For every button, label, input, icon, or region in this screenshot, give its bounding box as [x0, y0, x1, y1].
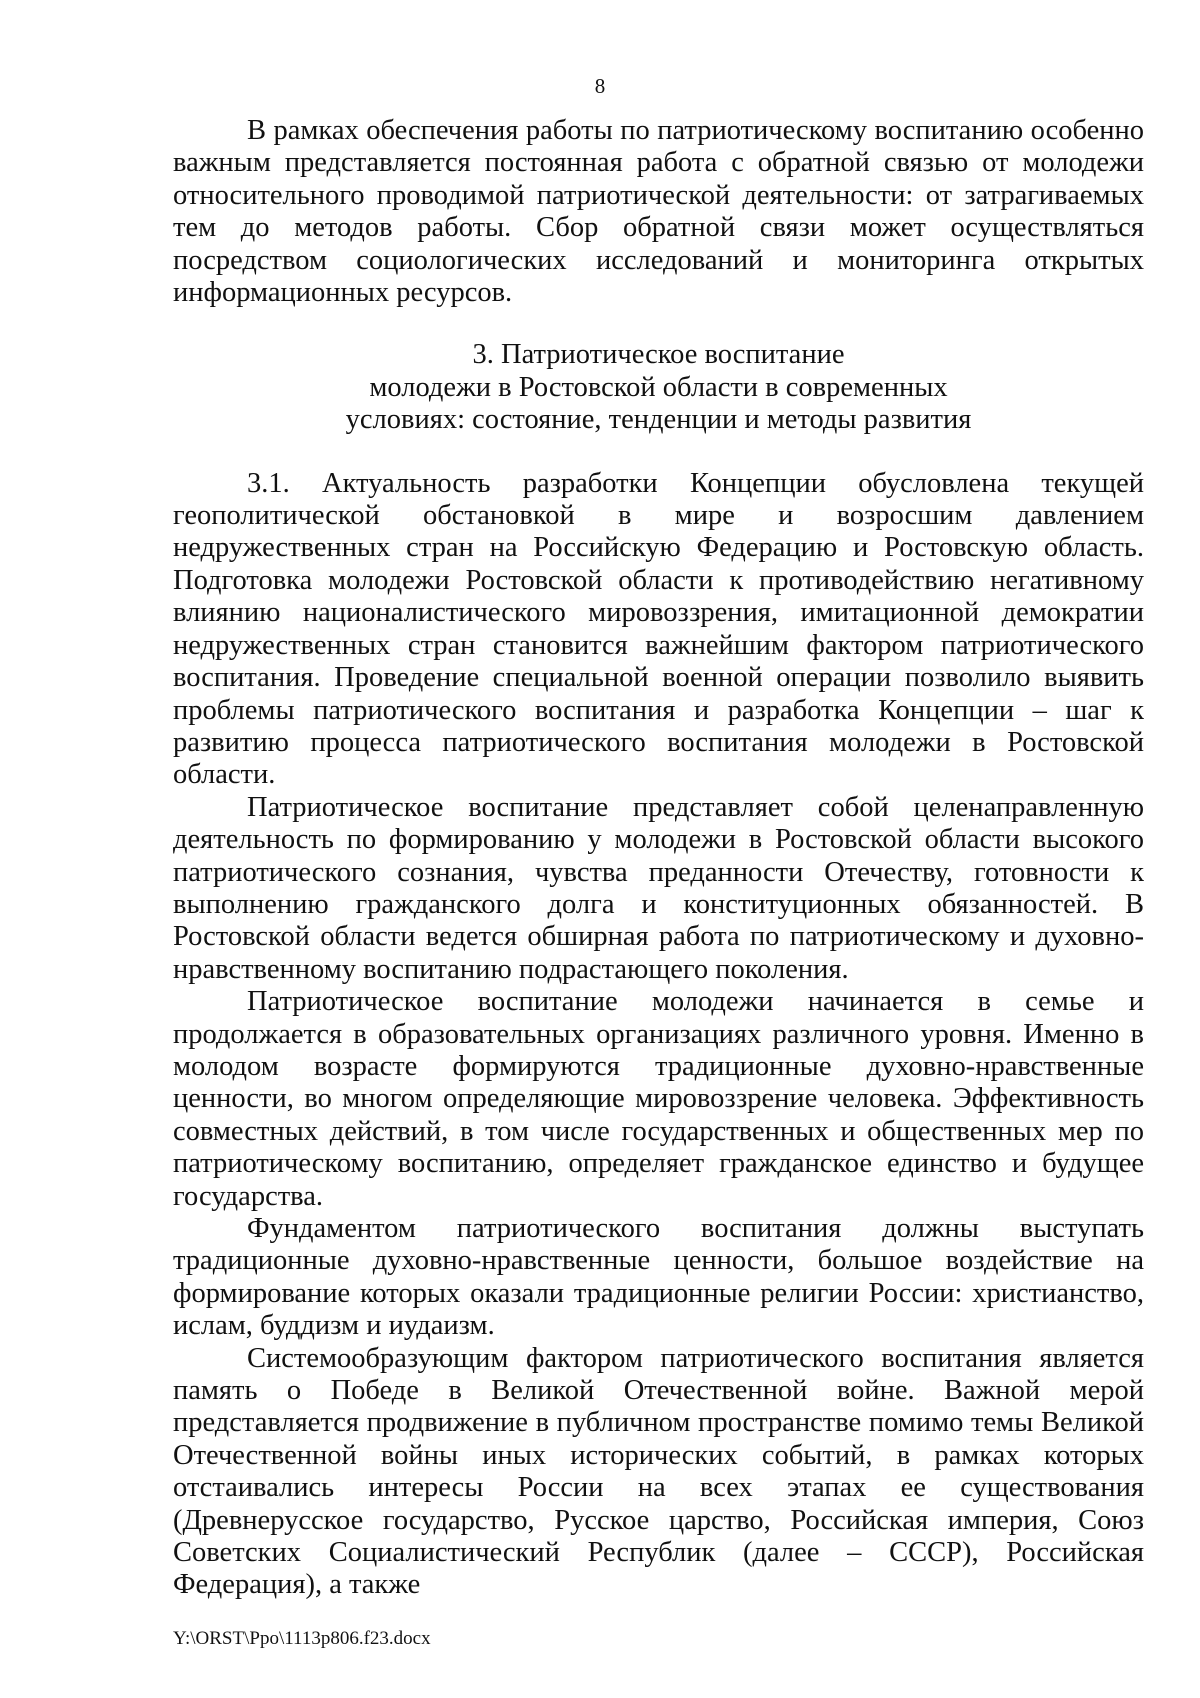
- document-body: [173, 115, 1144, 1602]
- section-heading-line-2: молодежи в Ростовской области в современных: [369, 371, 948, 403]
- section-heading: [173, 339, 1144, 436]
- file-path-footer: Y:\ORST\Ppo\1113p806.f23.docx: [173, 1628, 431, 1649]
- page-number: 8: [594, 74, 606, 98]
- paragraph-feedback: В рамках обеспечения работы по патриотическому воспитанию особенно важным представляется постоянная работа с обратной связью от молодежи относительного проводимой патриотической деятельности: от затрагиваемых тем до методов работы. Сбор обратной связи может осуществляться посредством социологических исследований и мониторинга открытых информационных ресурсов.: [173, 115, 1144, 309]
- section-heading-line-3: условиях: состояние, тенденции и методы развития: [345, 404, 972, 436]
- paragraph-traditional-values: Фундаментом патриотического воспитания должны выступать традиционные духовно-нравственные ценности, большое воздействие на формирование которых оказали традиционные религии России: христианство, ислам, буддизм и иудаизм.: [173, 1213, 1144, 1342]
- section-heading-line-1: 3. Патриотическое воспитание: [472, 339, 845, 371]
- paragraph-family-and-education: Патриотическое воспитание молодежи начинается в семье и продолжается в образовательных организациях различного уровня. Именно в молодом возрасте формируются традиционные духовно-нравственные ценности, во многом определяющие мировоззрение человека. Эффективность совместных действий, в том числе государственных и общественных мер по патриотическому воспитанию, определяет гражданское единство и будущее государства.: [173, 986, 1144, 1212]
- paragraph-patriotic-education-definition: Патриотическое воспитание представляет собой целенаправленную деятельность по формированию у молодежи в Ростовской области высокого патриотического сознания, чувства преданности Отечеству, готовности к выполнению гражданского долга и конституционных обязанностей. В Ростовской области ведется обширная работа по патриотическому и духовно-нравственному воспитанию подрастающего поколения.: [173, 791, 1144, 985]
- paragraph-victory-memory: Системообразующим фактором патриотического воспитания является память о Победе в Великой Отечественной войне. Важной мерой представляется продвижение в публичном пространстве помимо темы Великой Отечественной войны иных исторических событий, в рамках которых отстаивались интересы России на всех этапах ее существования (Древнерусское государство, Русское царство, Российская империя, Союз Советских Социалистический Республик (далее – СССР), Российская Федерация), а также: [173, 1342, 1144, 1601]
- paragraph-3-1-relevance: 3.1. Актуальность разработки Концепции обусловлена текущей геополитической обстановкой в мире и возросшим давлением недружественных стран на Российскую Федерацию и Ростовскую область. Подготовка молодежи Ростовской области к противодействию негативному влиянию националистического мировоззрения, имитационной демократии недружественных стран становится важнейшим фактором патриотического воспитания. Проведение специальной военной операции позволило выявить проблемы патриотического воспитания и разработка Концепции – шаг к развитию процесса патриотического воспитания молодежи в Ростовской области.: [173, 467, 1144, 791]
